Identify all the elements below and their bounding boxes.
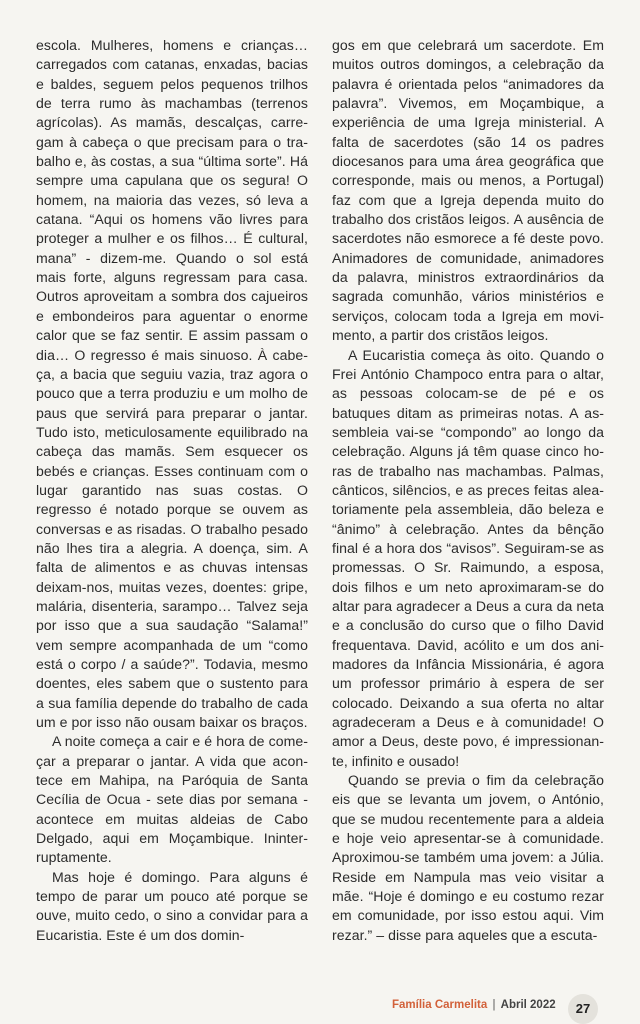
- paragraph: A Eucaristia começa às oito. Quando o Frei António Champoco entra para o altar, as pessoas colocam-se de pé e os batuques ditam as primeiras notas. A assembleia vai-se “compondo” ao longo da celebração. Alguns já têm quase cinco horas de trabalho nas machambas. Palmas, cânticos, silêncios, e as preces feitas aleatoriamente pela assembleia, dão beleza e “ânimo” à celebração. Antes da bênção final é a hora dos “avisos”. Seguiram-se as promessas. O Sr. Raimundo, a esposa, dois filhos e um neto aproximaram-se do altar para agradecer a Deus a cura da neta e a conclusão do curso que o filho David frequentava. David, acólito e um dos animadores da Infância Missionária, é agora um professor primário à espera de ser colocado. Deixando a sua oferta no altar agradeceram a Deus e à comunidade! O amor a Deus, deste povo, é impressionante, infinito e ousado!: [332, 346, 604, 769]
- paragraph: Mas hoje é domingo. Para alguns é tempo de parar um pouco até porque se ouve, muito cedo, o sino a convidar para a Eucaristia. Este é um dos domin-: [36, 868, 308, 943]
- paragraph: escola. Mulheres, homens e crianças… carregados com catanas, enxadas, bacias e baldes, seguem pelos pequenos trilhos de terra rumo às machambas (terrenos agrícolas). As mamãs, descalças, carregam à cabeça o que precisam para o trabalho e, às costas, a sua “última sorte”. Há sempre uma capulana que os segura! O homem, na maioria das vezes, só leva a catana. “Aqui os homens vão livres para proteger a mulher e os filhos… É cultural, mana” - dizem-me. Quando o sol está mais forte, alguns regressam para casa. Outros aproveitam a sombra dos cajueiros e embondeiros para aguentar o enorme calor que se faz sentir. E assim passam o dia… O regresso é mais sinuoso. À cabeça, a bacia que seguiu vazia, traz agora o pouco que a terra produziu e um molho de paus que servirá para preparar o jantar. Tudo isto, meticulosamente equilibrado na cabeça das mamãs. Sem esquecer os bebés e crianças. Esses continuam com o lugar garantido nas suas costas. O regresso é notado porque se ouvem as conversas e as risadas. O trabalho pesado não lhes tira a alegria. A doença, sim. A falta de alimentos e as chuvas intensas deixam-nos, muitas vezes, doentes: gripe, malária, disenteria, sarampo… Talvez seja por isso que a sua saudação “Salama!” vem sempre acompanhada de um “como está o corpo / a saúde?”. Todavia, mesmo doentes, eles sabem que o sustento para a sua família depende do trabalho de cada um e por isso não ousam baixar os braços.: [36, 37, 308, 731]
- paragraph: A noite começa a cair e é hora de começar a preparar o jantar. A vida que acontece em Mahipa, na Paróquia de Santa Cecília de Ocua - sete dias por semana - acontece em muitas aldeias de Cabo Delgado, aqui em Moçambique. Ininterruptamente.: [36, 733, 308, 866]
- paragraph: Quando se previa o fim da celebração eis que se levanta um jovem, o António, que se mudou recentemente para a aldeia e hoje veio apresentar-se à comunidade. Aproximou-se também uma jovem: a Júlia. Reside em Nampula mas veio visitar a mãe. “Hoje é domingo e eu costumo rezar em comunidade, por isso estou aqui. Vim rezar.” – disse para aqueles que a escuta-: [332, 772, 604, 943]
- paragraph: gos em que celebrará um sacerdote. Em muitos outros domingos, a celebração da palavra é orientada pelos “animadores da palavra”. Vivemos, em Moçambique, a experiência de uma Igreja ministerial. A falta de sacerdotes (são 14 os padres diocesanos para uma área geográfica que corresponde, mais ou menos, a Portugal) faz com que a Igreja dependa muito do trabalho dos cristãos leigos. A ausência de sacerdotes não esmorece a fé deste povo. Animadores de comunidade, animadores da palavra, ministros extraordinários da sagrada comunhão, vários ministérios e serviços, colocam toda a Igreja em movimento, a partir dos cristãos leigos.: [332, 37, 604, 344]
- footer-separator: |: [492, 999, 496, 1011]
- article-column-right: [332, 36, 604, 945]
- article-column-left: [36, 36, 308, 945]
- issue-date: Abril 2022: [500, 999, 556, 1011]
- page-number-badge: 27: [568, 994, 598, 1024]
- magazine-name: Família Carmelita: [392, 999, 488, 1011]
